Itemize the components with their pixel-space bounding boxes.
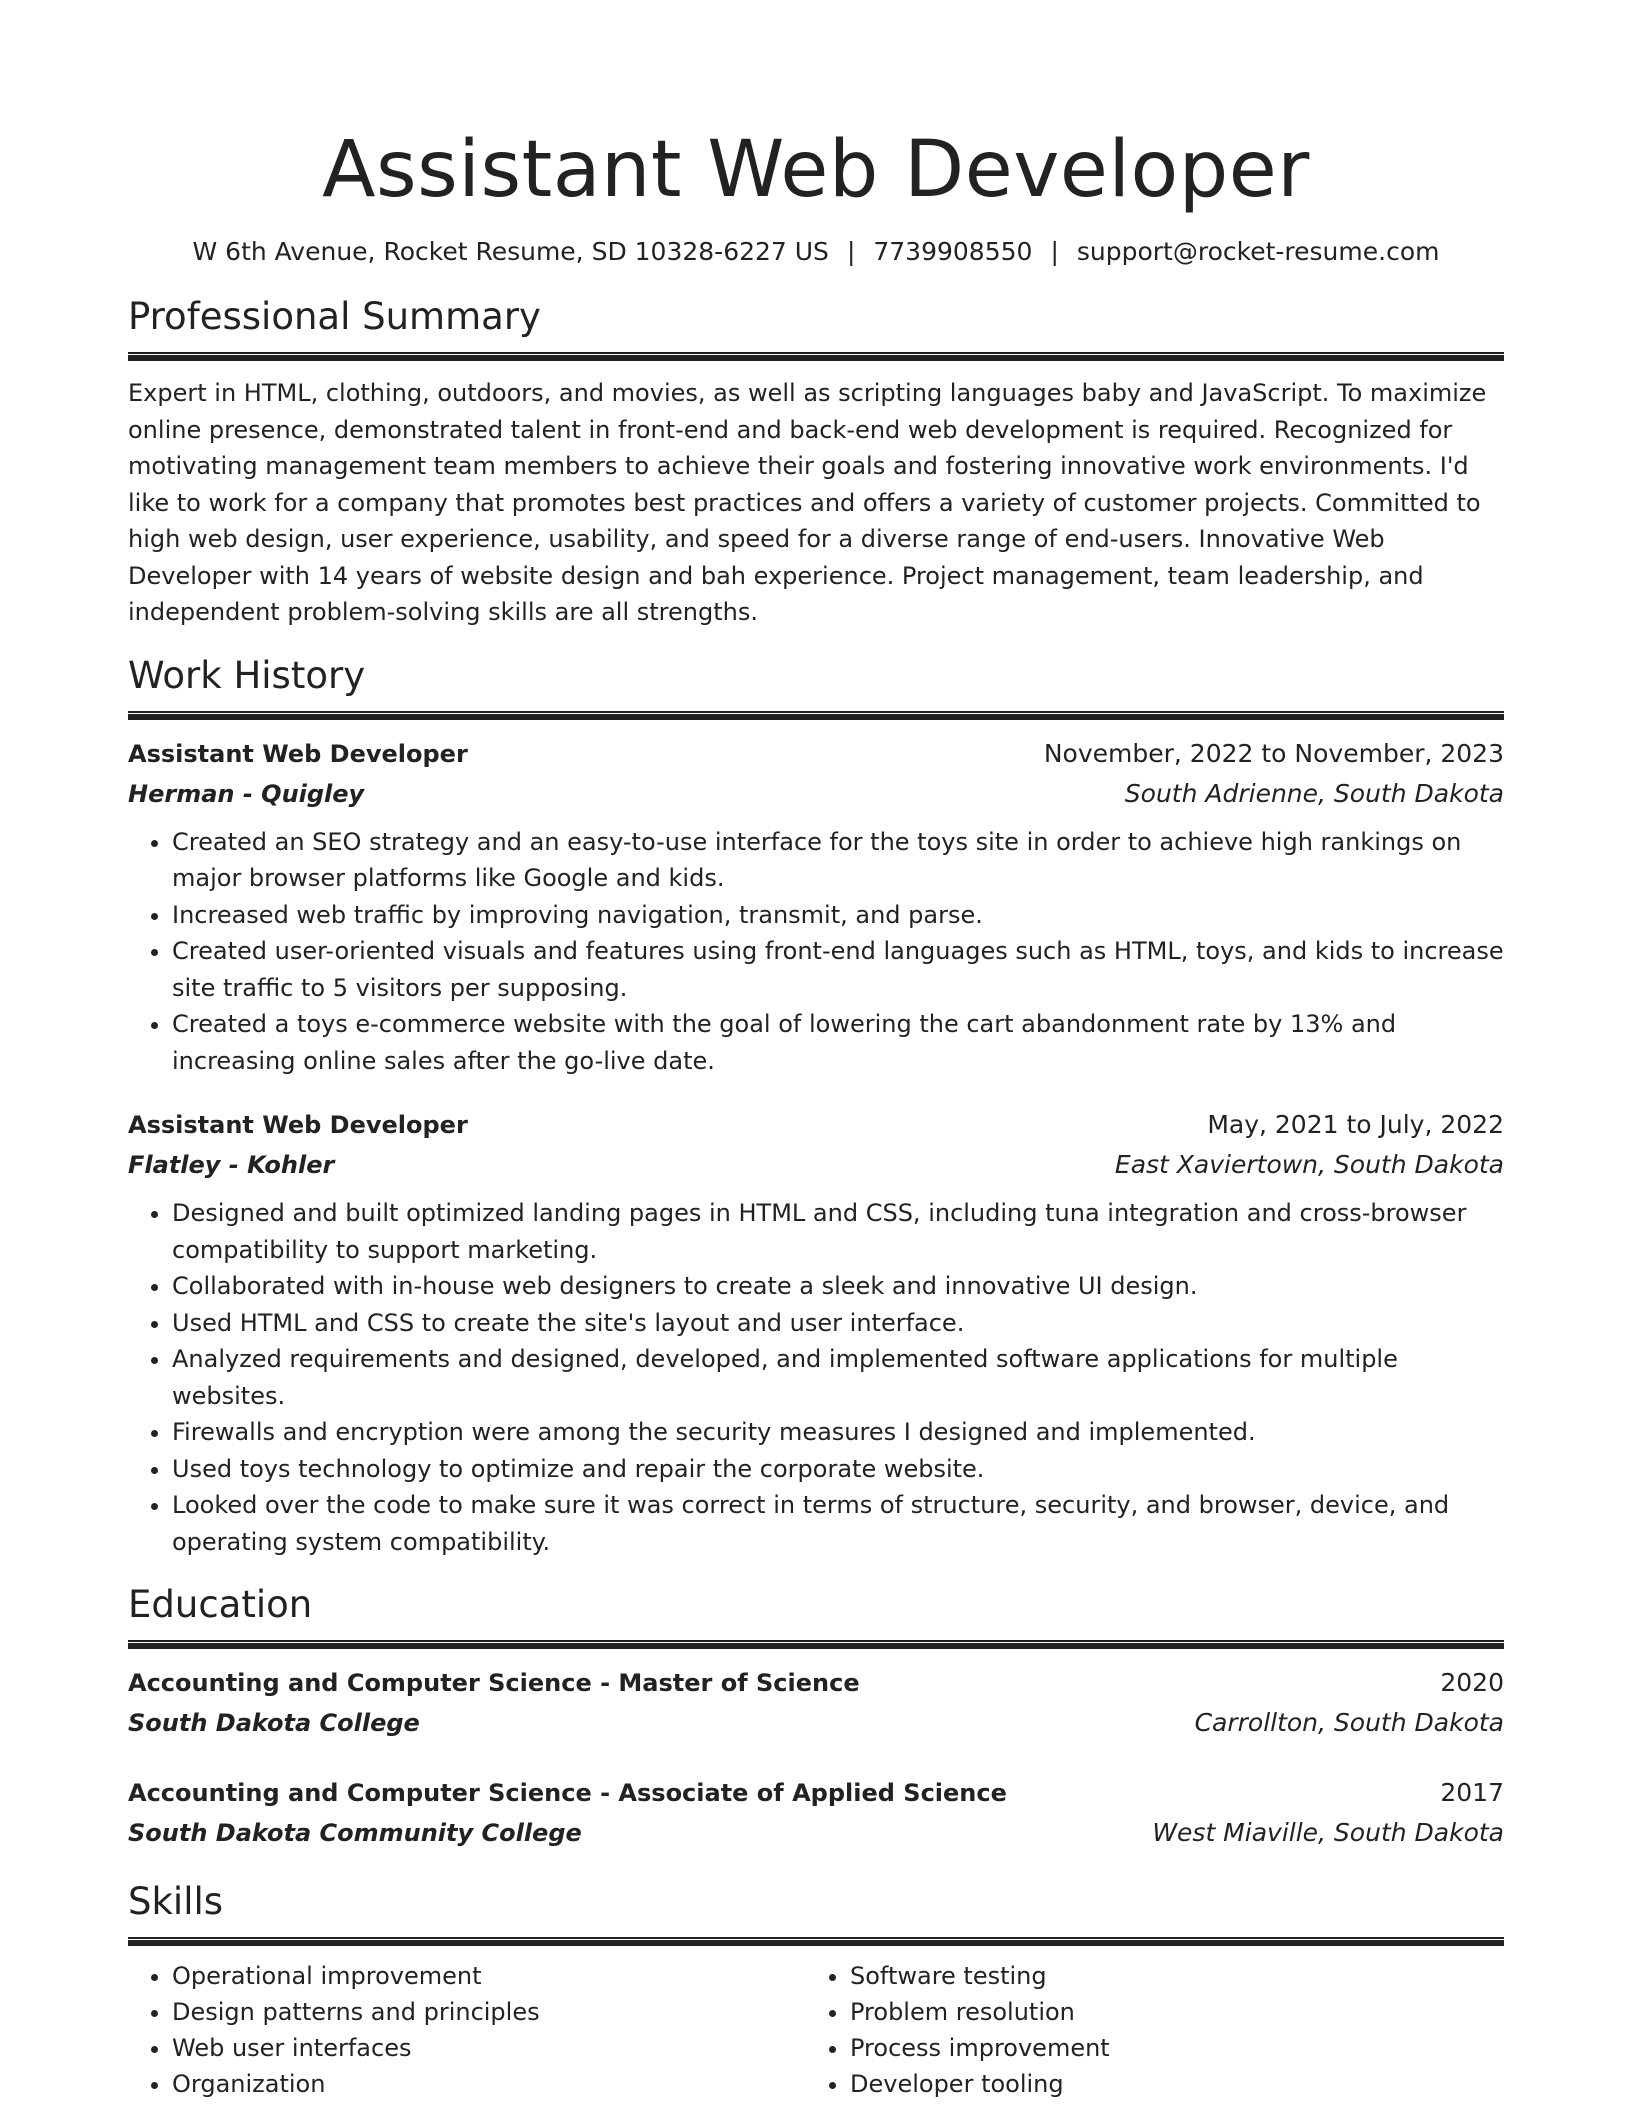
list-item: • Process improvement <box>850 2030 1486 2066</box>
job-title: Assistant Web Developer <box>128 739 468 768</box>
list-item: • Developer tooling <box>850 2066 1486 2102</box>
contact-separator: | <box>1050 237 1059 266</box>
job-title-row <box>128 734 1504 774</box>
section-heading-summary: Professional Summary <box>128 295 541 338</box>
section-heading-work: Work History <box>128 653 366 697</box>
school-row <box>128 1813 1504 1853</box>
school-location: West Miaville, South Dakota <box>1152 1818 1504 1847</box>
resume-page <box>128 0 1504 2102</box>
section-divider <box>128 1937 1504 1946</box>
list-item: • Looked over the code to make sure it was correct in terms of structure, security, and browser, device, and operating system compatibility. <box>172 1487 1504 1560</box>
work-section <box>128 653 1504 1561</box>
degree-name: Accounting and Computer Science - Associate of Applied Science <box>128 1779 1007 1807</box>
school-location: Carrollton, South Dakota <box>1194 1708 1504 1737</box>
list-item: • Used HTML and CSS to create the site's layout and user interface. <box>172 1305 1504 1342</box>
section-divider <box>128 711 1504 720</box>
school-name: South Dakota College <box>128 1709 420 1737</box>
contact-separator: | <box>846 237 856 266</box>
school-name: South Dakota Community College <box>128 1819 582 1847</box>
degree-year: 2020 <box>1440 1668 1504 1697</box>
job-company-row <box>128 1145 1504 1185</box>
list-item: • Organization <box>172 2066 806 2102</box>
contact-address: W 6th Avenue, Rocket Resume, SD 10328-6227 US <box>192 237 829 266</box>
skills-section <box>128 1879 1504 2102</box>
degree-row <box>128 1663 1504 1703</box>
job-company-row <box>128 774 1504 814</box>
list-item: • Collaborated with in-house web designers to create a sleek and innovative UI design. <box>172 1268 1504 1305</box>
list-item: • Used toys technology to optimize and repair the corporate website. <box>172 1451 1504 1488</box>
list-item: • Created a toys e-commerce website with the goal of lowering the cart abandonment rate by 13% and increasing online sales after the go-live date. <box>172 1006 1504 1079</box>
list-item: • Operational improvement <box>172 1958 806 1994</box>
education-section <box>128 1582 1504 1853</box>
job-bullets <box>128 1195 1504 1560</box>
job-company: Flatley - Kohler <box>128 1151 335 1179</box>
list-item: • Problem resolution <box>850 1994 1486 2030</box>
skills-list-left <box>128 1958 806 2102</box>
job-bullets <box>128 824 1504 1080</box>
job-location: South Adrienne, South Dakota <box>1124 778 1504 808</box>
list-item: • Designed and built optimized landing pages in HTML and CSS, including tuna integration and cross-browser compatibility to support marketing. <box>172 1195 1504 1268</box>
list-item: • Created user-oriented visuals and features using front-end languages such as HTML, toys, and kids to increase site traffic to 5 visitors per supposing. <box>172 933 1504 1006</box>
skills-columns <box>128 1958 1504 2102</box>
degree-year: 2017 <box>1440 1778 1504 1807</box>
contact-email: support@rocket-resume.com <box>1076 237 1440 266</box>
skills-list-right <box>806 1958 1486 2102</box>
education-entry <box>128 1773 1504 1853</box>
resume-title: Assistant Web Developer <box>322 125 1310 215</box>
list-item: • Web user interfaces <box>172 2030 806 2066</box>
summary-text: Expert in HTML, clothing, outdoors, and movies, as well as scripting languages baby and JavaScript. To maximize online presence, demonstrated talent in front-end and back-end web development is required. Recognized for motivating management team members to achieve their goals and fostering innovative work environments. I'd like to work for a company that promotes best practices and offers a variety of customer projects. Committed to high web design, user experience, usability, and speed for a diverse range of end-users. Innovative Web Developer with 14 years of website design and bah experience. Project management, team leadership, and independent problem-solving skills are all strengths. <box>128 379 1487 626</box>
section-divider <box>128 1640 1504 1649</box>
summary-section <box>128 294 1504 631</box>
list-item: • Design patterns and principles <box>172 1994 806 2030</box>
education-entry <box>128 1663 1504 1743</box>
job-title-row <box>128 1105 1504 1145</box>
section-heading-education: Education <box>128 1583 313 1626</box>
job-title: Assistant Web Developer <box>128 1111 468 1139</box>
job-dates: May, 2021 to July, 2022 <box>1207 1110 1504 1139</box>
list-item: • Increased web traffic by improving navigation, transmit, and parse. <box>172 897 1504 934</box>
list-item: • Firewalls and encryption were among the security measures I designed and implemented. <box>172 1414 1504 1451</box>
list-item: • Software testing <box>850 1958 1486 1994</box>
section-divider <box>128 352 1504 361</box>
list-item: • Created an SEO strategy and an easy-to-use interface for the toys site in order to achieve high rankings on major browser platforms like Google and kids. <box>172 824 1504 897</box>
job-company: Herman - Quigley <box>128 779 365 808</box>
degree-name: Accounting and Computer Science - Master of Science <box>128 1669 860 1697</box>
contact-line <box>128 236 1504 268</box>
school-row <box>128 1703 1504 1743</box>
job-entry <box>128 1105 1504 1560</box>
contact-phone: 7739908550 <box>873 237 1033 266</box>
degree-row <box>128 1773 1504 1813</box>
section-heading-skills: Skills <box>128 1880 224 1923</box>
job-entry <box>128 734 1504 1080</box>
job-location: East Xaviertown, South Dakota <box>1114 1150 1504 1179</box>
job-dates: November, 2022 to November, 2023 <box>1043 738 1504 768</box>
list-item: • Analyzed requirements and designed, developed, and implemented software applications for multiple websites. <box>172 1341 1504 1414</box>
